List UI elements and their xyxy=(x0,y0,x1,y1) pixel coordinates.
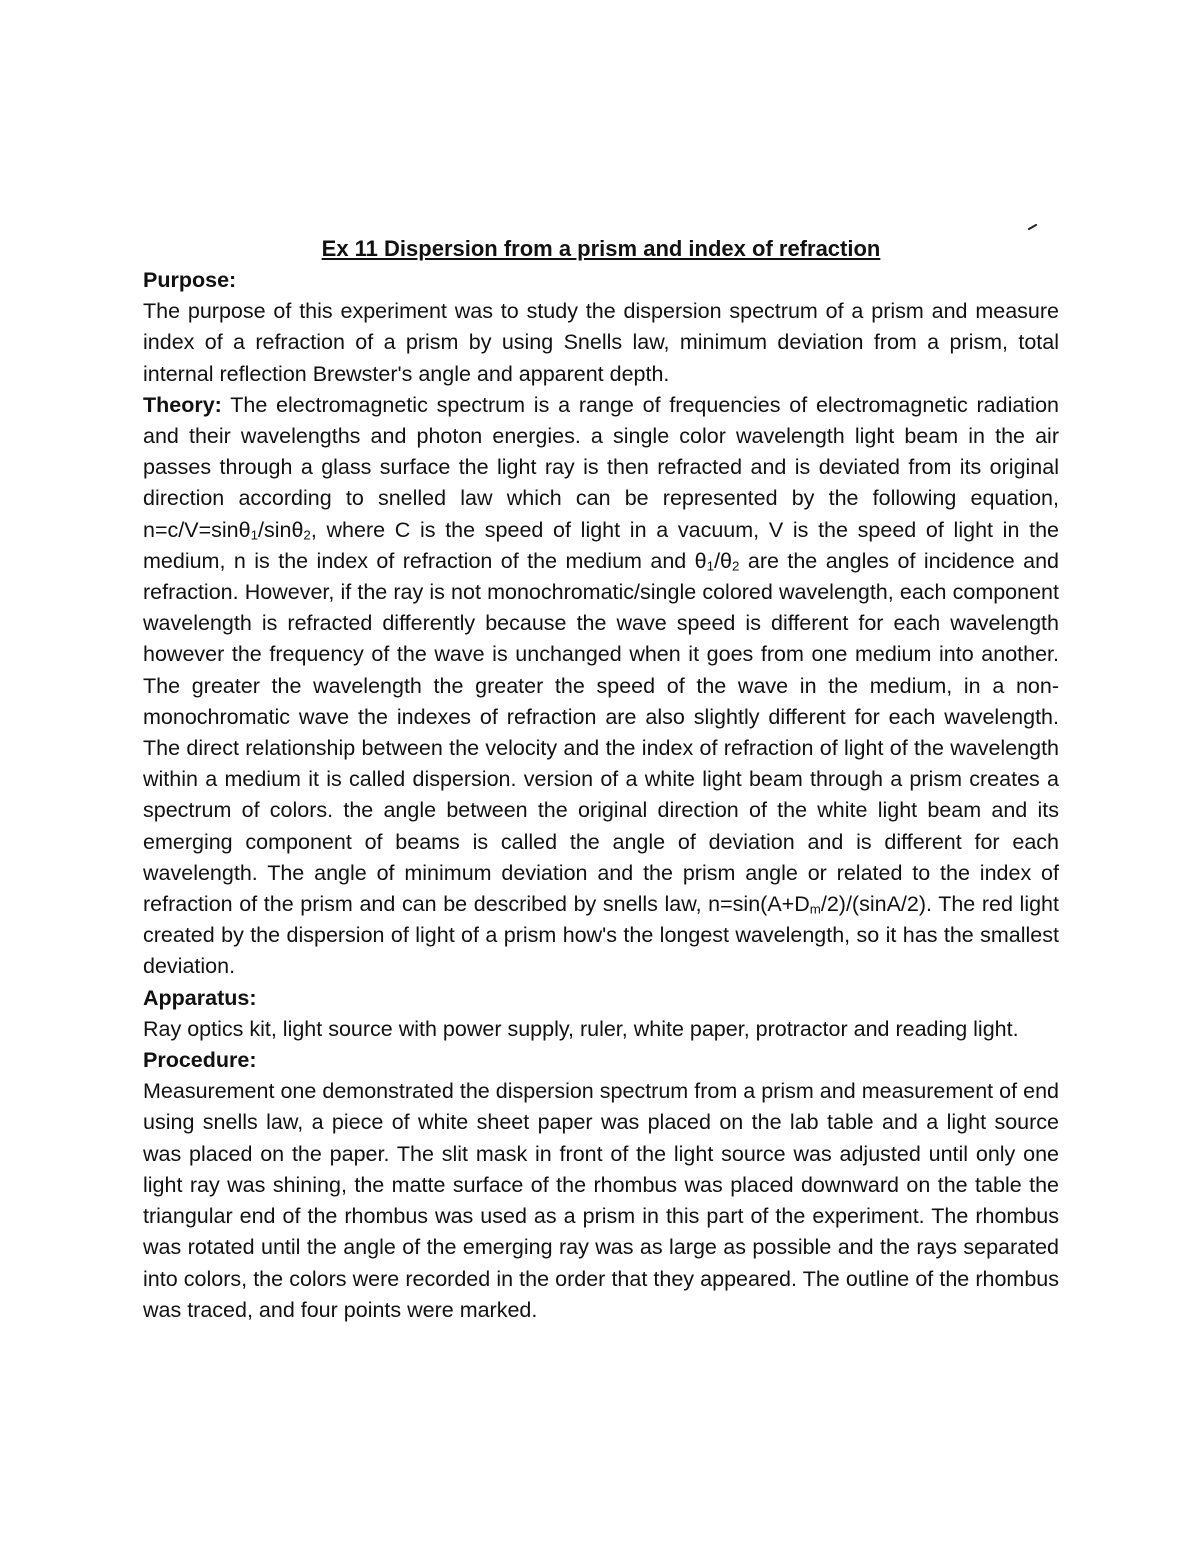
theory-text-1: The electromagnetic spectrum is a range of frequencies of electromagnetic radiation and their wavelengths and photon energies. a single color wavelength light beam in the air passes through a glass surface the light ray is then refracted and is deviated from its original direction according to snelled law which can be represented by the following equation, n=c/V=sinθ xyxy=(143,392,1059,542)
theory-sub-5: m xyxy=(809,901,821,917)
theory-sub-2: 2 xyxy=(303,527,311,543)
theory-sub-3: 1 xyxy=(706,558,715,574)
theory-heading: Theory: xyxy=(143,392,222,417)
purpose-text: The purpose of this experiment was to study the dispersion spectrum of a prism and measure index of a refraction of a prism by using Snells law, minimum deviation from a prism, total internal reflection Brewster's angle and apparent depth. xyxy=(143,299,1059,386)
purpose-heading: Purpose: xyxy=(143,268,237,292)
document-page xyxy=(143,233,1059,1326)
apparatus-section xyxy=(143,983,1059,1045)
theory-text-4: /θ xyxy=(714,548,733,573)
theory-sub-1: 1 xyxy=(250,527,258,543)
theory-sub-4: 2 xyxy=(732,558,740,574)
theory-text-2: /sinθ xyxy=(258,517,304,542)
theory-text-3: , where C is the speed of light in a vacuum, V is the speed of light in the medium, n is the index of refraction of the medium and θ xyxy=(143,517,1059,573)
theory-text-6: /2)/(sinA/2). The red light created by the dispersion of light of a prism how's the longest wavelength, so it has the smallest deviation. xyxy=(143,892,1059,979)
theory-section xyxy=(143,390,1059,983)
theory-paragraph xyxy=(143,390,1059,983)
stray-pen-mark xyxy=(1028,224,1037,230)
procedure-text: Measurement one demonstrated the dispersion spectrum from a prism and measurement of end using snells law, a piece of white sheet paper was placed on the lab table and a light source was placed on the paper. The slit mask in front of the light source was adjusted until only one light ray was shining, the matte surface of the rhombus was placed downward on the table the triangular end of the rhombus was used as a prism in this part of the experiment. The rhombus was rotated until the angle of the emerging ray was as large as possible and the rays separated into colors, the colors were recorded in the order that they appeared. The outline of the rhombus was traced, and four points were marked. xyxy=(143,1079,1059,1322)
apparatus-text: Ray optics kit, light source with power supply, ruler, white paper, protractor and reading light. xyxy=(143,1016,1019,1041)
purpose-section xyxy=(143,265,1059,390)
document-title: Ex 11 Dispersion from a prism and index of refraction xyxy=(321,236,881,261)
apparatus-heading: Apparatus: xyxy=(143,985,257,1010)
procedure-section xyxy=(143,1045,1059,1326)
procedure-heading: Procedure: xyxy=(143,1048,257,1073)
theory-text-5: are the angles of incidence and refraction. However, if the ray is not monochromatic/single colored wavelength, each component wavelength is refracted differently because the wave speed is different for each wavelength however the frequency of the wave is unchanged when it goes from one medium into another. The greater the wavelength the greater the speed of the wave in the medium, in a non-monochromatic wave the indexes of refraction are also slightly different for each wavelength. The direct relationship between the velocity and the index of refraction of light of the wavelength within a medium it is called dispersion. version of a white light beam through a prism creates a spectrum of colors. the angle between the original direction of the white light beam and its emerging component of beams is called the angle of deviation and is different for each wavelength. The angle of minimum deviation and the prism angle or related to the index of refraction of the prism and can be described by snells law, n=sin(A+D xyxy=(143,548,1059,917)
